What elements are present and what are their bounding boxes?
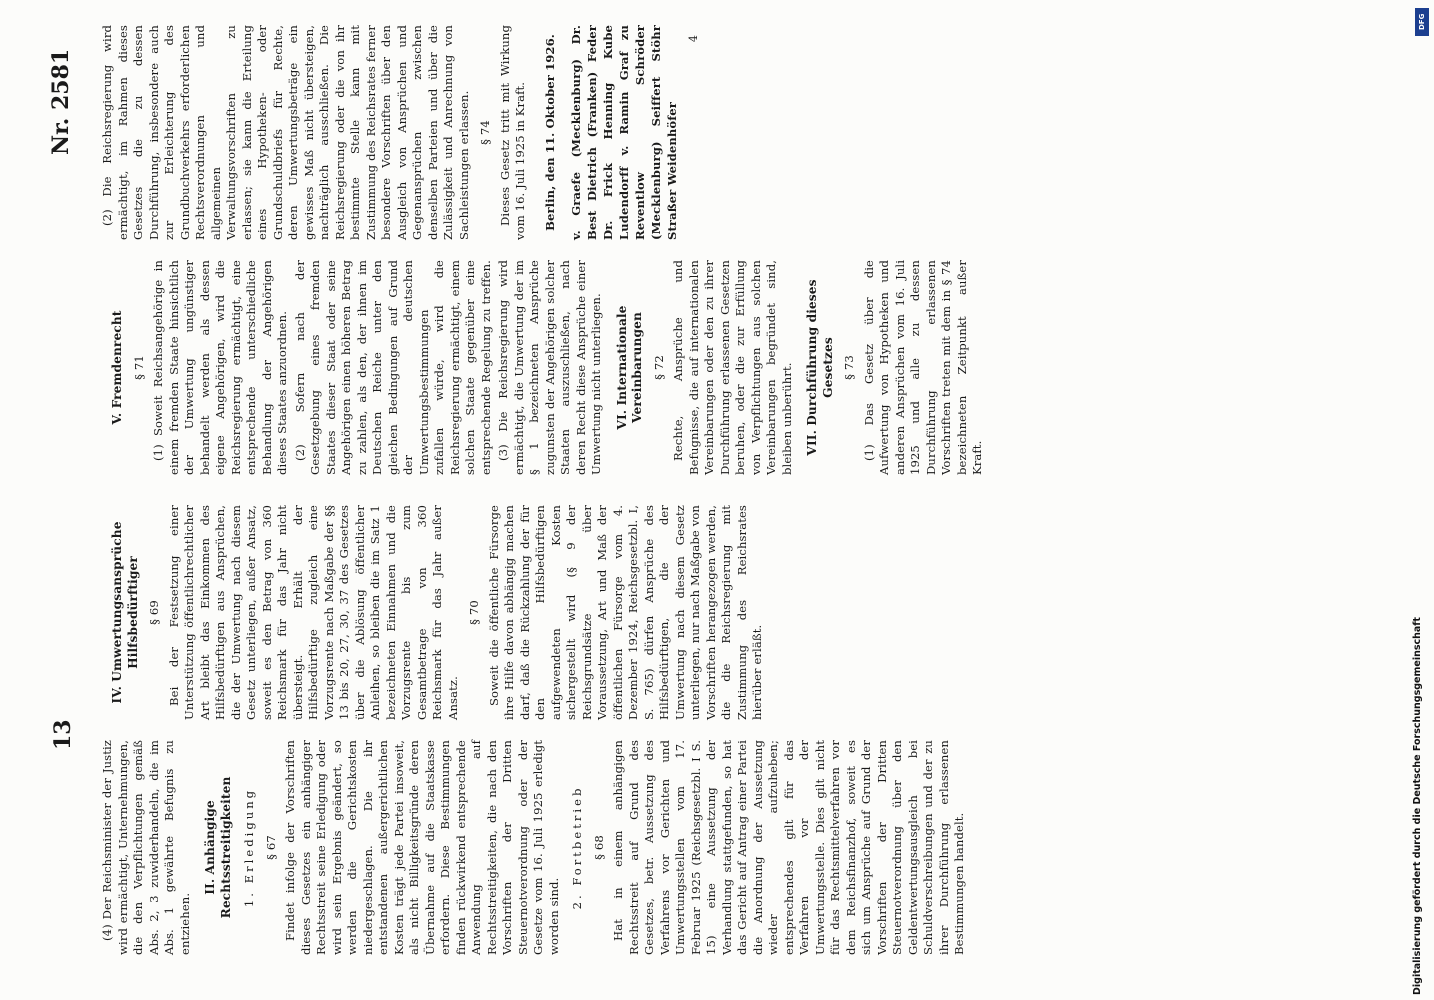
subsection-heading: 1. Erledigung	[242, 787, 256, 908]
paragraph: (1) Das Gesetz über die Aufwertung von Hypotheken und anderen Ansprüchen vom 16. Juli 1925 und alle zu dessen Durchführung erlassenen Vorschriften treten mit dem in § 74 bezeichneten Zeitpunkt außer Kraft.	[861, 260, 984, 475]
paragraph: (3) Die Reichsregierung wird ermächtigt, die Umwertung der im § 1 bezeichneten Ansprüche zugunsten der Angehörigen solcher Staaten auszuschließen, nach deren Recht diese Ansprüche einer Umwertung nicht unterliegen.	[496, 260, 603, 475]
digitisation-note: Digitalisierung gefördert durch die Deutsche Forschungsgemeinschaft	[1412, 617, 1423, 995]
section-heading: V. Fremdenrecht	[110, 310, 124, 425]
section-number: § 70	[467, 600, 481, 625]
paragraph: (2) Die Reichsregierung wird ermächtigt, im Rahmen dieses Gesetzes die zu dessen Durchführung, insbesondere auch zur Erleichterung des Grundbuchverkehrs erforderlichen Rechtsverordnungen und allgemeinen Verwaltungsvorschriften zu erlassen; sie kann die Erteilung eines Hypotheken- oder Grundschuldbriefs für Rechte, deren Umwertungsbeträge ein gewisses Maß nicht übersteigen, nachträglich ausschließen. Die Reichsregierung oder die von ihr bestimmte Stelle kann mit Zustimmung des Reichsrates ferner besondere Vorschriften über den Ausgleich von Ansprüchen und Gegenansprüchen zwischen denselben Parteien und über die Zulässigkeit und Anrechnung von Sachleistungen erlassen.	[100, 25, 471, 240]
left-column-b	[100, 505, 768, 720]
section-number: § 69	[147, 600, 161, 625]
right-page	[40, 15, 1390, 475]
paragraph: Dieses Gesetz tritt mit Wirkung vom 16. Juli 1925 in Kraft.	[497, 25, 527, 240]
paragraph: (1) Soweit Reichsangehörige in einem fremden Staate hinsichtlich der Umwertung ungünstiger behandelt werden als dessen eigene Angehörigen, wird die Reichsregierung ermächtigt, eine entsprechende unterschiedliche Behandlung der Angehörigen dieses Staates anzuordnen.	[151, 260, 289, 475]
issue-number: Nr. 2581	[48, 48, 74, 155]
rotated-document	[40, 15, 1420, 975]
page-number: 13	[50, 719, 76, 750]
paragraph: Findet infolge der Vorschriften dieses Gesetzes ein anhängiger Rechtsstreit seine Erledigung oder wird sein Ergebnis geändert, so werden die Gerichtskosten niedergeschlagen. Die ihr entstandenen außergerichtlichen Kosten trägt jede Partei insoweit, als nicht Billigkeitsgründe deren Übernahme auf die Staatskasse erfordern. Diese Bestimmungen finden rückwirkend entsprechende Anwendung auf Rechtsstreitigkeiten, die nach den Vorschriften der Dritten Steuernotverordnung oder der Gesetze vom 16. Juli 1925 erledigt worden sind.	[283, 740, 561, 955]
paragraph: (4) Der Reichsminister der Justiz wird ermächtigt, Unternehmungen, die den Verpflichtungen gemäß Abs. 2, 3 zuwiderhandeln, die im Abs. 1 gewährte Befugnis zu entziehen.	[100, 740, 192, 955]
section-number: § 72	[651, 355, 666, 380]
paragraph: (2) Sofern nach der Gesetzgebung eines fremden Staates dieser Staat oder seine Angehörigen einen höheren Betrag zu zahlen, als den, der ihnen im Deutschen Reiche unter den gleichen Bedingungen auf Grund der deutschen Umwertungsbestimmungen zufallen würde, wird die Reichsregierung ermächtigt, einem solchen Staate gegenüber eine entsprechende Regelung zu treffen.	[292, 260, 493, 475]
paragraph: Rechte, Ansprüche und Befugnisse, die auf internationalen Vereinbarungen oder den zu ihrer Durchführung erlassenen Gesetzen beruhen, oder die zur Erfüllung von Verpflichtungen aus solchen Vereinbarungen begründet sind, bleiben unberührt.	[671, 260, 794, 475]
section-number: § 67	[263, 835, 278, 860]
right-column-b	[100, 25, 702, 240]
signature-mark: 4	[687, 35, 700, 43]
section-number: § 71	[131, 355, 146, 380]
paragraph: Bei der Festsetzung einer Unterstützung öffentlichrechtlicher Art bleibt das Einkommen des Hilfsbedürftigen aus Ansprüchen, die der Umwertung nach diesem Gesetz unterliegen, außer Ansatz, soweit es den Betrag von 360 Reichsmark für das Jahr nicht übersteigt. Erhält der Hilfsbedürftige zugleich eine Vorzugsrente nach Maßgabe der §§ 13 bis 20, 27, 30, 37 des Gesetzes über die Ablösung öffentlicher Anleihen, so bleiben die im Satz 1 bezeichneten Einnahmen und die Vorzugsrente bis zum Gesamtbetrage von 360 Reichsmark für das Jahr außer Ansatz.	[166, 505, 460, 720]
left-column-a	[100, 740, 970, 955]
signing-date: Berlin, den 11. Oktober 1926.	[542, 34, 557, 231]
section-number: § 68	[591, 835, 606, 860]
section-heading: II. Anhängige Rechtsstreitigkeiten	[203, 776, 233, 919]
section-heading: IV. Umwertungsansprüche Hilfsbedürftiger	[110, 521, 140, 704]
section-number: § 73	[842, 355, 856, 380]
signatories: v. Graefe (Mecklenburg) Dr. Best Dietrich (Franken) Feder Dr. Frick Henning Kube Ludendorff v. Ramin Graf zu Reventlow Schröder (Mecklenburg) Seiffert Stöhr Straßer Weidenhöfer	[569, 25, 679, 240]
subsection-heading: 2. Fortbetrieb	[570, 785, 584, 910]
paragraph: Hat in einem anhängigen Rechtsstreit auf Grund des Gesetzes, betr. Aussetzung des Verfahrens vor Gerichten und Umwertungsstellen vom 17. Februar 1925 (Reichsgesetzbl. I S. 15) eine Aussetzung der Verhandlung stattgefunden, so hat das Gericht auf Antrag einer Partei die Anordnung der Aussetzung wieder aufzuheben; entsprechendes gilt für das Verfahren vor der Umwertungsstelle. Dies gilt nicht für das Rechtsmittelverfahren vor dem Reichsfinanzhof, soweit es sich um Ansprüche auf Grund der Vorschriften der Dritten Steuernotverordnung über den Geldentwertungsausgleich bei Schuldverschreibungen und der zu ihrer Durchführung erlassenen Bestimmungen handelt.	[611, 740, 966, 955]
section-heading: VI. Internationale Vereinbarungen	[614, 305, 644, 430]
digitisation-strip	[1404, 0, 1434, 1000]
paragraph: Soweit die öffentliche Fürsorge ihre Hilfe davon abhängig machen darf, daß die Rückzahlung der für den Hilfsbedürftigen aufgewendeten Kosten sichergestellt wird (§ 9 der Reichsgrundsätze über Voraussetzung, Art und Maß der öffentlichen Fürsorge vom 4. Dezember 1924, Reichsgesetzbl. I, S. 765) dürfen Ansprüche des Hilfsbedürftigen, die der Umwertung nach diesem Gesetz unterliegen, nur nach Maßgabe von Vorschriften herangezogen werden, die die Reichsregierung mit Zustimmung des Reichsrates hierüber erläßt.	[486, 505, 764, 720]
dfg-logo: DFG	[1415, 8, 1429, 36]
right-column-a	[100, 260, 988, 475]
section-number: § 74	[478, 120, 492, 145]
left-page	[40, 495, 1390, 955]
section-heading: VII. Durchführung dieses Gesetzes	[805, 279, 835, 456]
